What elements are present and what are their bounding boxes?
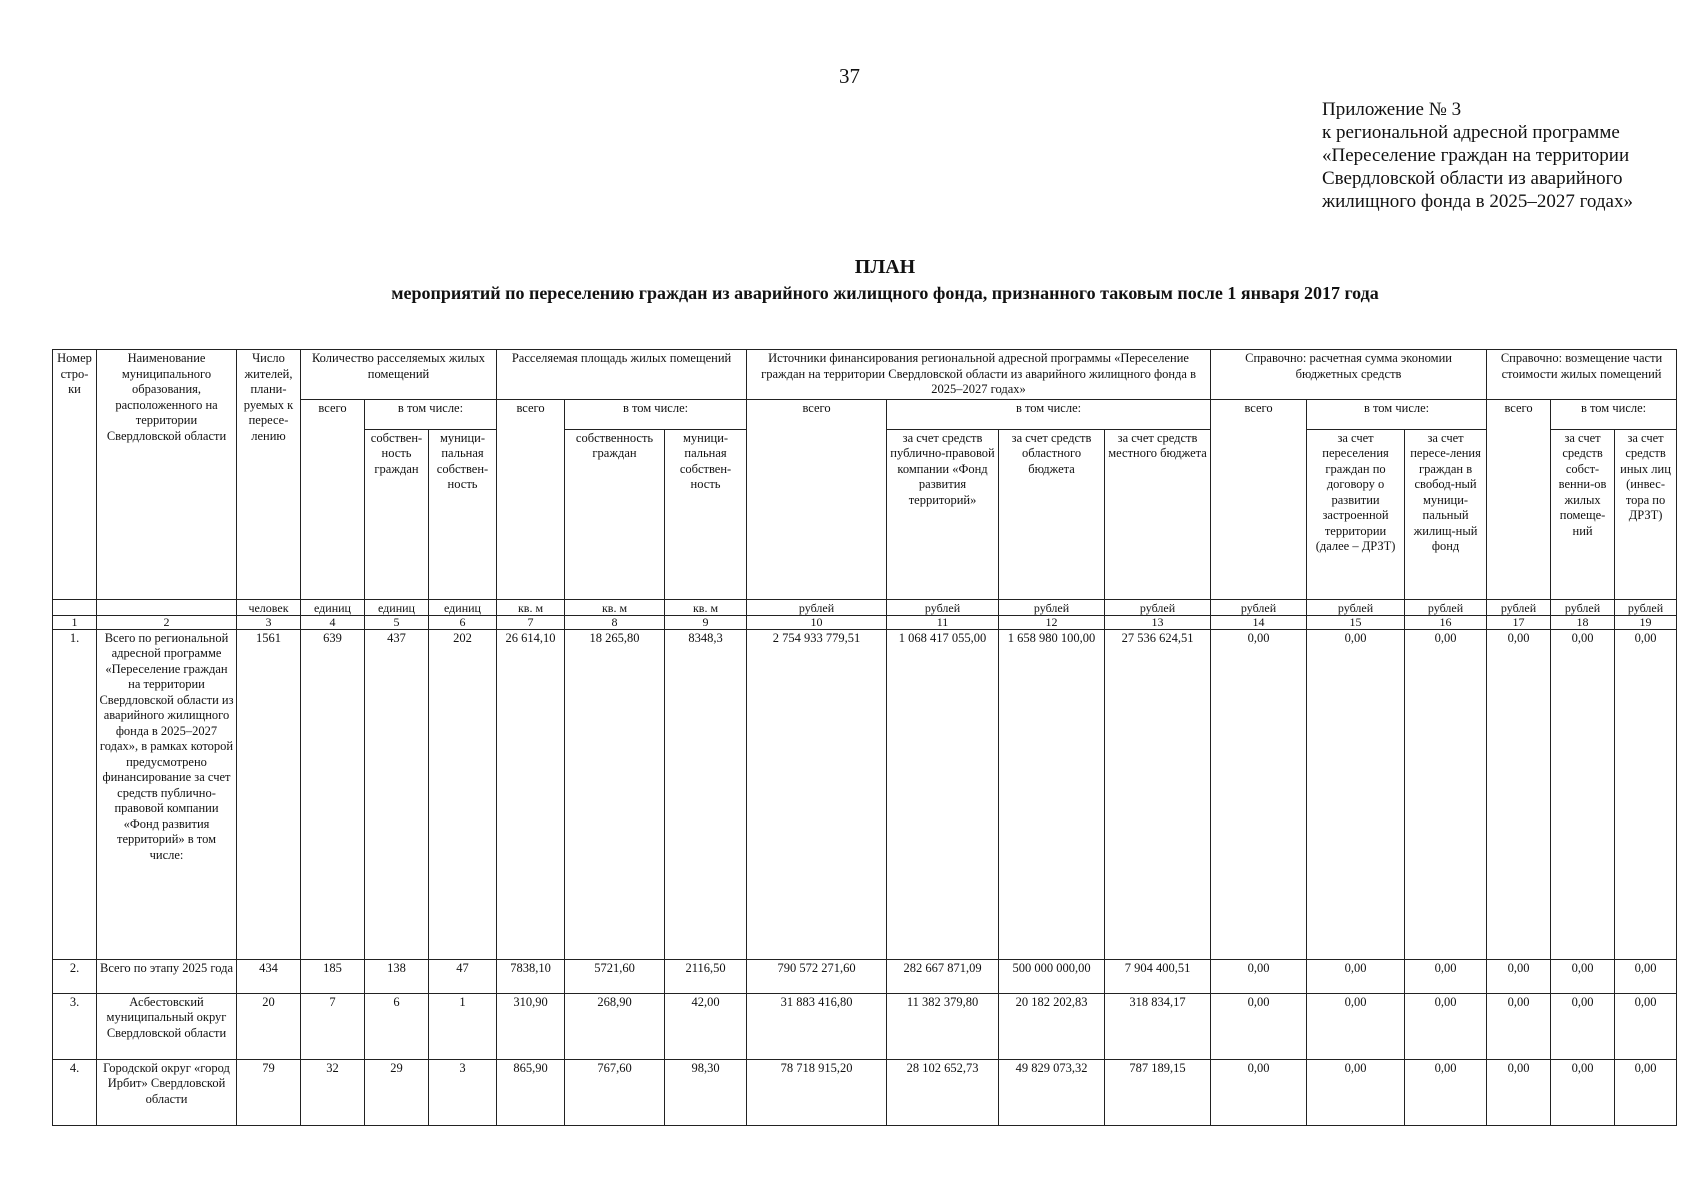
table-row bbox=[53, 629, 1677, 959]
value-cell: 31 883 416,80 bbox=[747, 993, 887, 1059]
value-cell: 1 658 980 100,00 bbox=[999, 629, 1105, 959]
column-number: 8 bbox=[565, 615, 665, 629]
table-row bbox=[53, 959, 1677, 993]
value-cell: 79 bbox=[237, 1059, 301, 1125]
value-cell: 0,00 bbox=[1405, 959, 1487, 993]
column-number: 4 bbox=[301, 615, 365, 629]
header-fund-company: за счет средств публично-правовой компании «Фонд развития территорий» bbox=[887, 429, 999, 599]
column-number: 6 bbox=[429, 615, 497, 629]
value-cell: 0,00 bbox=[1487, 1059, 1551, 1125]
header-investor-funds: за счет средств иных лиц (инвес-тора по ДРЗТ) bbox=[1615, 429, 1677, 599]
header-units-total: всего bbox=[301, 399, 365, 599]
value-cell: 3 bbox=[429, 1059, 497, 1125]
column-number: 7 bbox=[497, 615, 565, 629]
value-cell: 787 189,15 bbox=[1105, 1059, 1211, 1125]
units-cell: рублей bbox=[887, 599, 999, 615]
value-cell: 42,00 bbox=[665, 993, 747, 1059]
value-cell: 27 536 624,51 bbox=[1105, 629, 1211, 959]
column-number: 18 bbox=[1551, 615, 1615, 629]
units-cell: рублей bbox=[999, 599, 1105, 615]
row-number: 2. bbox=[53, 959, 97, 993]
value-cell: 0,00 bbox=[1487, 629, 1551, 959]
header-reimb-including: в том числе: bbox=[1551, 399, 1677, 429]
value-cell: 0,00 bbox=[1551, 993, 1615, 1059]
units-cell: рублей bbox=[1487, 599, 1551, 615]
units-cell: единиц bbox=[429, 599, 497, 615]
header-municipality: Наименование муниципального образования, расположенного на территории Свердловской области bbox=[97, 350, 237, 600]
value-cell: 282 667 871,09 bbox=[887, 959, 999, 993]
value-cell: 98,30 bbox=[665, 1059, 747, 1125]
header-owners-funds: за счет средств собст-венни-ов жилых помеще-ний bbox=[1551, 429, 1615, 599]
units-cell: человек bbox=[237, 599, 301, 615]
units-cell: рублей bbox=[1211, 599, 1307, 615]
units-row bbox=[53, 599, 1677, 615]
value-cell: 20 bbox=[237, 993, 301, 1059]
table-row bbox=[53, 1059, 1677, 1125]
header-area-including: в том числе: bbox=[565, 399, 747, 429]
column-number: 16 bbox=[1405, 615, 1487, 629]
value-cell: 0,00 bbox=[1487, 959, 1551, 993]
value-cell: 29 bbox=[365, 1059, 429, 1125]
units-cell: рублей bbox=[1105, 599, 1211, 615]
value-cell: 790 572 271,60 bbox=[747, 959, 887, 993]
header-owned-citizens-area: собственность граждан bbox=[565, 429, 665, 599]
value-cell: 0,00 bbox=[1551, 629, 1615, 959]
municipality-name: Городской округ «город Ирбит» Свердловской области bbox=[97, 1059, 237, 1125]
header-units-including: в том числе: bbox=[365, 399, 497, 429]
header-municipal-area: муници-пальная собствен-ность bbox=[665, 429, 747, 599]
appendix-note bbox=[1322, 98, 1682, 213]
units-cell: рублей bbox=[1615, 599, 1677, 615]
document-subtitle: мероприятий по переселению граждан из аварийного жилищного фонда, признанного таковым после 1 января 2017 года bbox=[391, 283, 1379, 303]
value-cell: 20 182 202,83 bbox=[999, 993, 1105, 1059]
plan-table bbox=[52, 349, 1677, 1126]
value-cell: 0,00 bbox=[1211, 959, 1307, 993]
header-free-municipal: за счет пересе-ления граждан в свобод-ный муници-пальный жилищ-ный фонд bbox=[1405, 429, 1487, 599]
value-cell: 0,00 bbox=[1487, 993, 1551, 1059]
header-finance-including: в том числе: bbox=[887, 399, 1211, 429]
value-cell: 185 bbox=[301, 959, 365, 993]
units-cell: рублей bbox=[1551, 599, 1615, 615]
units-cell bbox=[53, 599, 97, 615]
header-row-1 bbox=[53, 350, 1677, 400]
value-cell: 0,00 bbox=[1615, 993, 1677, 1059]
value-cell: 1 068 417 055,00 bbox=[887, 629, 999, 959]
row-number: 4. bbox=[53, 1059, 97, 1125]
column-number: 11 bbox=[887, 615, 999, 629]
column-number: 12 bbox=[999, 615, 1105, 629]
value-cell: 0,00 bbox=[1405, 1059, 1487, 1125]
header-units-group: Количество расселяемых жилых помещений bbox=[301, 350, 497, 400]
header-owned-citizens: собствен-ность граждан bbox=[365, 429, 429, 599]
column-number: 3 bbox=[237, 615, 301, 629]
value-cell: 0,00 bbox=[1211, 1059, 1307, 1125]
header-row-no: Номер стро-ки bbox=[53, 350, 97, 600]
value-cell: 202 bbox=[429, 629, 497, 959]
value-cell: 2 754 933 779,51 bbox=[747, 629, 887, 959]
column-number: 5 bbox=[365, 615, 429, 629]
header-municipal: муници-пальная собствен-ность bbox=[429, 429, 497, 599]
column-numbers-row bbox=[53, 615, 1677, 629]
value-cell: 0,00 bbox=[1307, 959, 1405, 993]
page-number: 37 bbox=[839, 64, 860, 88]
value-cell: 0,00 bbox=[1211, 629, 1307, 959]
value-cell: 138 bbox=[365, 959, 429, 993]
municipality-name: Асбестовский муниципальный округ Свердловской области bbox=[97, 993, 237, 1059]
value-cell: 767,60 bbox=[565, 1059, 665, 1125]
column-number: 17 bbox=[1487, 615, 1551, 629]
value-cell: 6 bbox=[365, 993, 429, 1059]
value-cell: 0,00 bbox=[1307, 993, 1405, 1059]
header-savings-including: в том числе: bbox=[1307, 399, 1487, 429]
value-cell: 500 000 000,00 bbox=[999, 959, 1105, 993]
value-cell: 47 bbox=[429, 959, 497, 993]
value-cell: 639 bbox=[301, 629, 365, 959]
units-cell: единиц bbox=[365, 599, 429, 615]
value-cell: 318 834,17 bbox=[1105, 993, 1211, 1059]
header-regional-budget: за счет средств областного бюджета bbox=[999, 429, 1105, 599]
municipality-name: Всего по региональной адресной программе «Переселение граждан на территории Свердловской области из аварийного жилищного фонда в 2025–2027 годах», в рамках которой предусмотрено финансирование за счет средств публично-правовой компании «Фонд развития территорий» в том числе: bbox=[97, 629, 237, 959]
value-cell: 0,00 bbox=[1615, 629, 1677, 959]
column-number: 9 bbox=[665, 615, 747, 629]
header-local-budget: за счет средств местного бюджета bbox=[1105, 429, 1211, 599]
value-cell: 2116,50 bbox=[665, 959, 747, 993]
value-cell: 0,00 bbox=[1307, 629, 1405, 959]
value-cell: 865,90 bbox=[497, 1059, 565, 1125]
units-cell bbox=[97, 599, 237, 615]
row-number: 3. bbox=[53, 993, 97, 1059]
value-cell: 0,00 bbox=[1307, 1059, 1405, 1125]
value-cell: 0,00 bbox=[1551, 959, 1615, 993]
column-number: 1 bbox=[53, 615, 97, 629]
appendix-line: «Переселение граждан на территории bbox=[1322, 145, 1630, 166]
header-savings-group: Справочно: расчетная сумма экономии бюджетных средств bbox=[1211, 350, 1487, 400]
column-number: 15 bbox=[1307, 615, 1405, 629]
document-title: ПЛАН bbox=[854, 256, 916, 278]
column-number: 13 bbox=[1105, 615, 1211, 629]
value-cell: 28 102 652,73 bbox=[887, 1059, 999, 1125]
header-finance-group: Источники финансирования региональной адресной программы «Переселение граждан на территории Свердловской области из аварийного жилищного фонда в 2025–2027 годах» bbox=[747, 350, 1211, 400]
units-cell: рублей bbox=[1405, 599, 1487, 615]
header-reimb-total: всего bbox=[1487, 399, 1551, 599]
value-cell: 268,90 bbox=[565, 993, 665, 1059]
appendix-line: Приложение № 3 bbox=[1322, 99, 1462, 120]
header-savings-total: всего bbox=[1211, 399, 1307, 599]
value-cell: 7 bbox=[301, 993, 365, 1059]
value-cell: 0,00 bbox=[1551, 1059, 1615, 1125]
value-cell: 11 382 379,80 bbox=[887, 993, 999, 1059]
header-residents: Число жителей, плани-руемых к пересе-лению bbox=[237, 350, 301, 600]
value-cell: 32 bbox=[301, 1059, 365, 1125]
value-cell: 310,90 bbox=[497, 993, 565, 1059]
value-cell: 7 904 400,51 bbox=[1105, 959, 1211, 993]
value-cell: 8348,3 bbox=[665, 629, 747, 959]
value-cell: 0,00 bbox=[1405, 993, 1487, 1059]
column-number: 14 bbox=[1211, 615, 1307, 629]
value-cell: 0,00 bbox=[1405, 629, 1487, 959]
column-number: 10 bbox=[747, 615, 887, 629]
units-cell: кв. м bbox=[497, 599, 565, 615]
value-cell: 0,00 bbox=[1211, 993, 1307, 1059]
value-cell: 7838,10 bbox=[497, 959, 565, 993]
units-cell: единиц bbox=[301, 599, 365, 615]
units-cell: кв. м bbox=[665, 599, 747, 615]
appendix-line: жилищного фонда в 2025–2027 годах» bbox=[1322, 191, 1633, 212]
value-cell: 434 bbox=[237, 959, 301, 993]
column-number: 19 bbox=[1615, 615, 1677, 629]
header-reimbursement-group: Справочно: возмещение части стоимости жилых помещений bbox=[1487, 350, 1677, 400]
value-cell: 1561 bbox=[237, 629, 301, 959]
municipality-name: Всего по этапу 2025 года bbox=[97, 959, 237, 993]
value-cell: 49 829 073,32 bbox=[999, 1059, 1105, 1125]
value-cell: 0,00 bbox=[1615, 959, 1677, 993]
units-cell: рублей bbox=[747, 599, 887, 615]
header-area-total: всего bbox=[497, 399, 565, 599]
value-cell: 18 265,80 bbox=[565, 629, 665, 959]
value-cell: 78 718 915,20 bbox=[747, 1059, 887, 1125]
column-number: 2 bbox=[97, 615, 237, 629]
header-dpzt: за счет переселения граждан по договору о развитии застроенной территории (далее – ДРЗТ) bbox=[1307, 429, 1405, 599]
header-finance-total: всего bbox=[747, 399, 887, 599]
table-row bbox=[53, 993, 1677, 1059]
value-cell: 1 bbox=[429, 993, 497, 1059]
row-number: 1. bbox=[53, 629, 97, 959]
value-cell: 26 614,10 bbox=[497, 629, 565, 959]
header-area-group: Расселяемая площадь жилых помещений bbox=[497, 350, 747, 400]
value-cell: 437 bbox=[365, 629, 429, 959]
value-cell: 5721,60 bbox=[565, 959, 665, 993]
appendix-line: Свердловской области из аварийного bbox=[1322, 168, 1623, 189]
value-cell: 0,00 bbox=[1615, 1059, 1677, 1125]
units-cell: рублей bbox=[1307, 599, 1405, 615]
appendix-line: к региональной адресной программе bbox=[1322, 122, 1620, 143]
units-cell: кв. м bbox=[565, 599, 665, 615]
